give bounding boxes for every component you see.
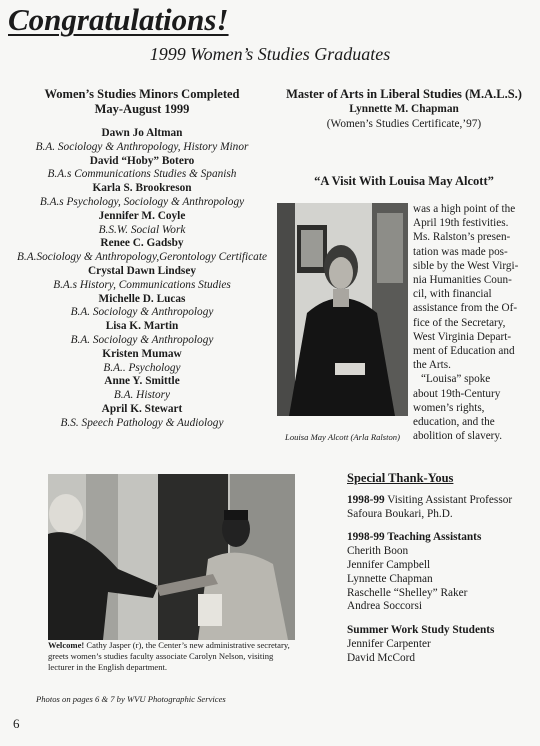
graduate-degree: B.A. Sociology & Anthropology: [70, 333, 214, 346]
story-line: about 19th-Century: [413, 387, 501, 400]
page-number: 6: [13, 716, 20, 731]
group-heading: Summer Work Study Students: [347, 624, 495, 637]
graduate-name: Michelle D. Lucas: [98, 292, 186, 305]
thanks-person: Raschelle “Shelley” Raker: [347, 586, 468, 599]
group-heading-rest: Visiting Assistant Professor: [384, 493, 513, 506]
graduate-entry: [2, 320, 282, 348]
graduate-entry: [2, 155, 282, 183]
alcott-para-2: [413, 372, 536, 443]
graduate-name: Kristen Mumaw: [102, 347, 182, 360]
alcott-photo: [277, 203, 408, 416]
mals-name: Lynnette M. Chapman: [349, 103, 459, 115]
thank-yous-section: [347, 472, 537, 676]
thanks-person: David McCord: [347, 651, 416, 664]
graduate-entry: [2, 348, 282, 376]
thanks-person: Cherith Boon: [347, 545, 409, 558]
story-line: assistance from the Of-: [413, 302, 518, 315]
welcome-photo-caption: [48, 640, 298, 673]
caption-lead: Welcome!: [48, 640, 85, 650]
graduate-name: April K. Stewart: [101, 402, 183, 415]
mals-note: (Women’s Studies Certificate,’97): [326, 118, 482, 130]
alcott-heading: “A Visit With Louisa May Alcott”: [314, 174, 494, 188]
story-line: tation was made pos-: [413, 245, 508, 258]
story-line: Ms. Ralston’s presen-: [413, 231, 511, 244]
mals-section: [272, 87, 536, 132]
story-line: April 19th festivities.: [413, 217, 509, 230]
story-line: education, and the: [413, 416, 495, 429]
graduate-entry: [2, 182, 282, 210]
graduate-name: Jennifer M. Coyle: [98, 209, 186, 222]
story-line: the Arts.: [413, 359, 451, 372]
thanks-person: Safoura Boukari, Ph.D.: [347, 507, 453, 520]
group-heading: 1998-99: [347, 493, 385, 506]
graduate-name: Dawn Jo Altman: [101, 127, 183, 139]
thanks-group: [347, 531, 537, 614]
thanks-group: [347, 624, 537, 665]
graduate-degree: B.A.s Communications Studies & Spanish: [47, 168, 237, 181]
graduate-degree: B.A. Sociology & Anthropology: [70, 306, 214, 319]
graduate-degree: B.A. Sociology & Anthropology, History Minor: [35, 140, 249, 153]
minors-heading-line2: May-August 1999: [94, 102, 190, 116]
story-line: nia Humanities Coun-: [413, 274, 512, 287]
graduate-entry: [2, 265, 282, 293]
graduate-entry: [2, 403, 282, 431]
story-line: women’s rights,: [413, 401, 485, 414]
group-heading: 1998-99 Teaching Assistants: [347, 531, 482, 544]
graduate-degree: B.A.. Psychology: [103, 361, 181, 374]
caption-body: Cathy Jasper (r), the Center’s new administrative secretary, greets women’s studies faculty associate Carolyn Nelson, visiting lecturer in the English department.: [48, 640, 290, 672]
graduate-degree: B.A.Sociology & Anthropology,Gerontology Certificate: [17, 251, 267, 264]
thanks-person: Jennifer Carpenter: [347, 637, 431, 650]
graduate-name: Lisa K. Martin: [105, 320, 179, 333]
graduate-entry: [2, 237, 282, 265]
story-line: “Louisa” spoke: [421, 373, 491, 386]
graduate-degree: B.A.s Psychology, Sociology & Anthropology: [39, 195, 245, 208]
mals-heading: Master of Arts in Liberal Studies (M.A.L.S.): [286, 87, 522, 101]
story-line: fice of the Secretary,: [413, 316, 506, 329]
graduate-entry: [2, 127, 282, 155]
story-line: sible by the West Virgi-: [413, 259, 519, 272]
graduate-degree: B.A.s History, Communications Studies: [53, 278, 231, 291]
graduate-name: Renee C. Gadsby: [100, 237, 184, 250]
minors-list: [2, 127, 282, 431]
story-line: West Virginia Depart-: [413, 330, 512, 343]
alcott-story: [413, 202, 536, 443]
photo-credits: Photos on pages 6 & 7 by WVU Photographic Services: [36, 694, 226, 704]
graduate-entry: [2, 375, 282, 403]
story-line: abolition of slavery.: [413, 430, 503, 443]
story-line: cil, with financial: [413, 288, 492, 301]
thanks-group: [347, 494, 537, 522]
alcott-para-1: [413, 202, 536, 372]
story-line: ment of Education and: [413, 345, 515, 358]
thanks-person: Jennifer Campbell: [347, 558, 431, 571]
alcott-photo-caption: Louisa May Alcott (Arla Ralston): [285, 432, 400, 442]
thanks-person: Andrea Soccorsi: [347, 600, 422, 613]
page-title: Congratulations!: [8, 2, 229, 37]
graduate-entry: [2, 293, 282, 321]
story-line: was a high point of the: [413, 203, 516, 215]
graduate-name: Anne Y. Smittle: [104, 375, 180, 388]
graduate-entry: [2, 210, 282, 238]
graduate-degree: B.S. Speech Pathology & Audiology: [60, 416, 224, 429]
page-subtitle: 1999 Women’s Studies Graduates: [149, 44, 391, 64]
minors-heading-line1: Women’s Studies Minors Completed: [44, 87, 240, 101]
graduate-name: David “Hoby” Botero: [89, 154, 195, 167]
graduate-degree: B.S.W. Social Work: [98, 223, 186, 236]
thanks-person: Lynnette Chapman: [347, 572, 433, 585]
graduate-degree: B.A. History: [113, 389, 171, 402]
thank-yous-title: Special Thank-Yous: [347, 471, 454, 485]
minors-section: [2, 87, 282, 431]
welcome-photo: [48, 474, 295, 640]
graduate-name: Karla S. Brookreson: [92, 182, 192, 195]
graduate-name: Crystal Dawn Lindsey: [88, 264, 196, 277]
